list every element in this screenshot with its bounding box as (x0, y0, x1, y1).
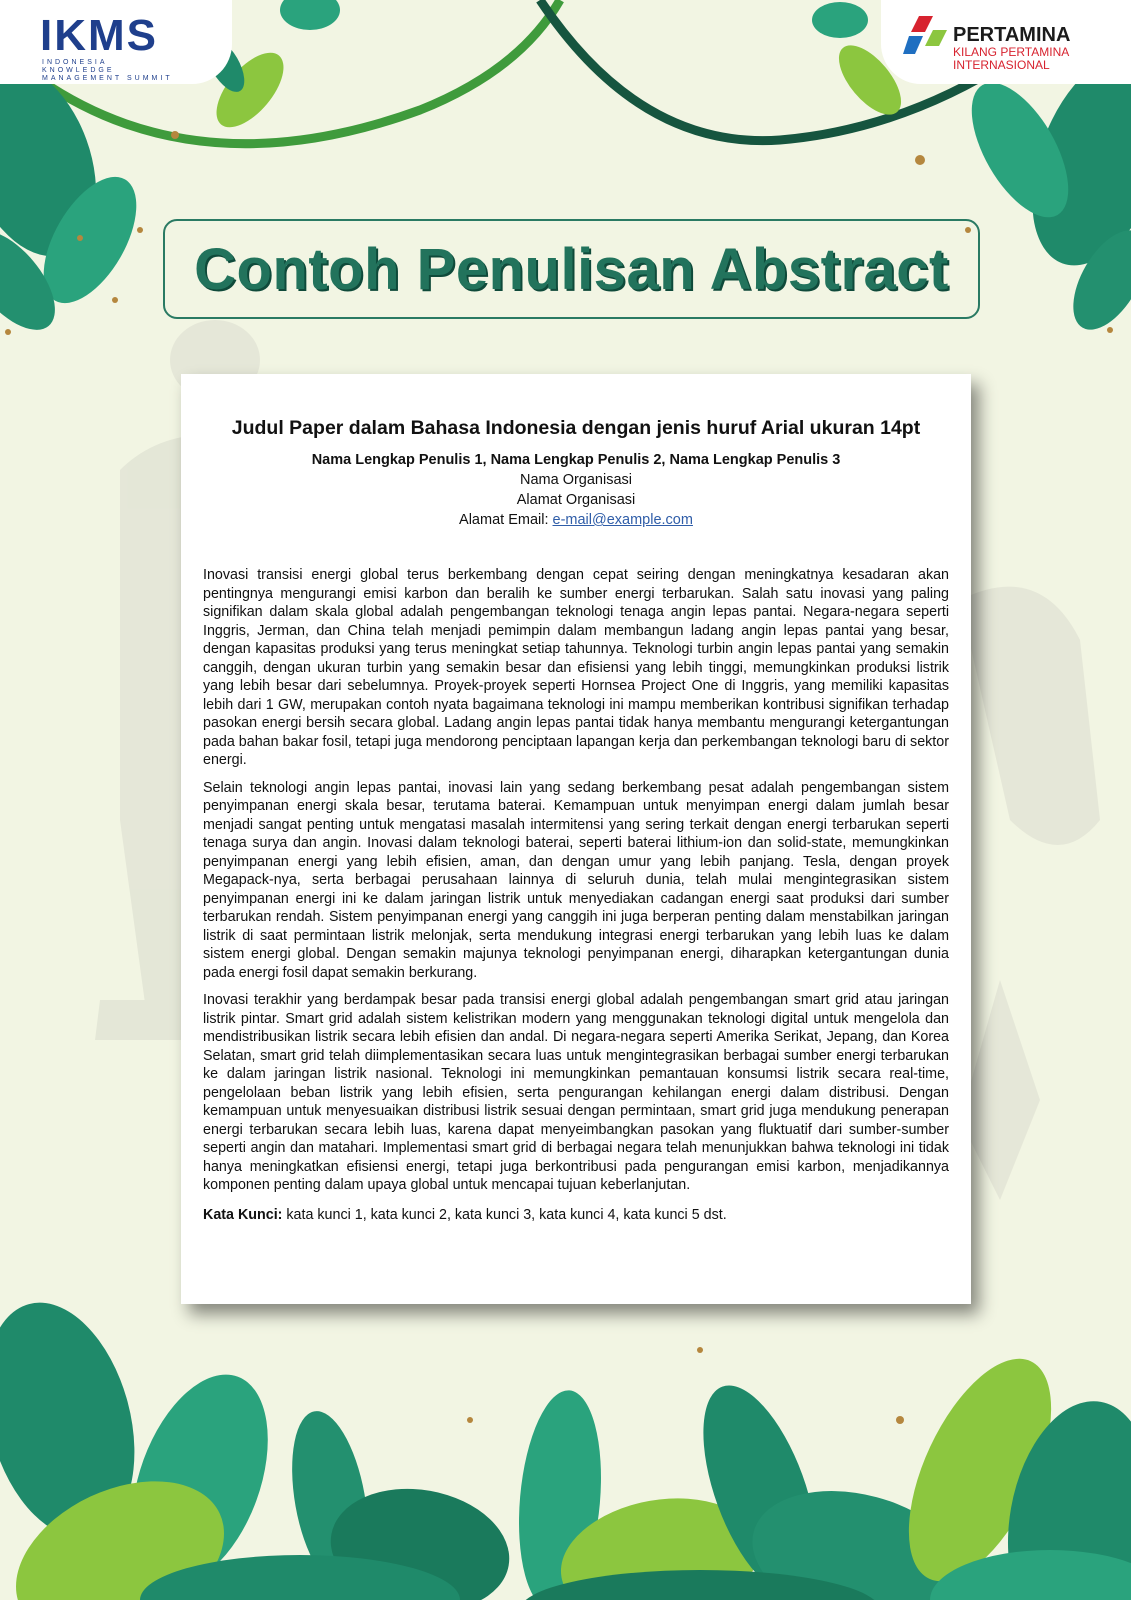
keywords-label: Kata Kunci: (203, 1206, 283, 1223)
pertamina-logo-icon (903, 16, 949, 56)
email-label: Alamat Email: (459, 512, 553, 528)
keywords-list: kata kunci 1, kata kunci 2, kata kunci 3, kata kunci 4, kata kunci 5 dst. (282, 1206, 727, 1223)
ikms-logo-subtitle: INDONESIA KNOWLEDGE MANAGEMENT SUMMIT (42, 59, 173, 82)
paper-title: Judul Paper dalam Bahasa Indonesia dengan jenis huruf Arial ukuran 14pt (231, 417, 921, 439)
banner-title: Contoh Penulisan Abstract (194, 236, 949, 302)
keywords-line (203, 1206, 949, 1225)
pertamina-subtitle-line1: KILANG PERTAMINA (953, 45, 1070, 59)
abstract-paper-sheet (181, 374, 971, 1304)
paper-address: Alamat Organisasi (516, 492, 636, 508)
pertamina-subtitle-line2: INTERNASIONAL (953, 58, 1050, 72)
abstract-paragraph-2: Selain teknologi angin lepas pantai, inovasi lain yang sedang berkembang pesat adalah pengembangan sistem penyimpanan energi skala besar, terutama baterai. Kemampuan untuk menyimpan energi dalam jumlah besar menjadi sangat penting untuk mengatasi masalah intermitensi yang sering terkait dengan energi terbarukan seperti tenaga surya dan angin. Inovasi dalam teknologi baterai, seperti baterai lithium-ion dan solid-state, memungkinkan penyimpanan energi yang lebih efisien, aman, dan dengan umur yang lebih panjang. Tesla, dengan proyek Megapack-nya, serta berbagai perusahaan lainnya di seluruh dunia, telah mulai mengintegrasikan sistem penyimpanan energi ini ke dalam jaringan listrik untuk menyediakan cadangan energi saat produksi dari sumber terbarukan rendah. Sistem penyimpanan energi yang canggih ini juga berperan penting dalam menstabilkan jaringan listrik di saat permintaan listrik melonjak, serta mendukung integrasi energi terbarukan yang lebih luas ke dalam sistem energi global. Dengan semakin majunya teknologi penyimpanan energi, diharapkan ketergantungan dunia pada energi fosil dapat semakin berkurang. (203, 779, 949, 981)
paper-organization: Nama Organisasi (519, 472, 632, 488)
ikms-logo-mark: IKMS (40, 11, 158, 60)
abstract-paragraph-3: Inovasi terakhir yang berdampak besar pada transisi energi global adalah pengembangan smart grid atau jaringan listrik pintar. Smart grid adalah sistem kelistrikan modern yang menggunakan teknologi digital untuk mengelola dan mendistribusikan listrik secara lebih efisien dan andal. Di negara-negara seperti Amerika Serikat, Jepang, dan Korea Selatan, smart grid telah diimplementasikan secara luas untuk mengintegrasikan berbagai sumber energi terbarukan ke dalam jaringan listrik nasional. Teknologi ini memungkinkan pemantauan konsumsi listrik secara real-time, pengelolaan beban listrik yang lebih efisien, serta pengurangan kehilangan energi dalam distribusi. Dengan kemampuan untuk menyesuaikan distribusi listrik sesuai dengan permintaan, smart grid juga mendukung penerapan energi terbarukan secara lebih luas, karena dapat menyeimbangkan pasokan yang fluktuatif dari sumber-sumber seperti angin dan matahari. Implementasi smart grid di berbagai negara telah menunjukkan bahwa teknologi ini tidak hanya meningkatkan efisiensi energi, tetapi juga berkontribusi pada pengurangan emisi karbon, menjadikannya komponen penting dalam upaya global untuk mencapai tujuan keberlanjutan. (203, 992, 949, 1193)
leaves-bottom-icon (0, 1286, 1131, 1600)
pertamina-subtitle (953, 46, 1123, 72)
title-banner (163, 219, 980, 319)
paper-email-line (203, 510, 949, 530)
email-link[interactable]: e-mail@example.com (552, 512, 693, 528)
ikms-logo (0, 0, 232, 84)
paper-authors: Nama Lengkap Penulis 1, Nama Lengkap Penulis 2, Nama Lengkap Penulis 3 (311, 452, 841, 468)
pertamina-name: PERTAMINA (953, 24, 1071, 46)
abstract-paragraph-1: Inovasi transisi energi global terus berkembang dengan cepat seiring dengan meningkatnya kesadaran akan pentingnya mengurangi emisi karbon dan beralih ke sumber energi terbarukan. Salah satu inovasi yang paling signifikan dalam skala global adalah pengembangan teknologi tenaga angin lepas pantai. Negara-negara seperti Inggris, Jerman, dan China telah menjadi pemimpin dalam membangun ladang angin lepas pantai yang besar, dengan kapasitas produksi yang terus meningkat setiap tahunnya. Teknologi turbin angin lepas pantai yang semakin canggih, dengan ukuran turbin yang semakin besar dan efisiensi yang lebih tinggi, memungkinkan produksi listrik yang lebih besar dari sebelumnya. Proyek-proyek seperti Hornsea Project One di Inggris, yang memiliki kapasitas lebih dari 1 GW, merupakan contoh nyata bagaimana teknologi ini mampu memberikan kontribusi signifikan terhadap pasokan energi bersih secara global. Ladang angin lepas pantai tidak hanya membantu mengurangi ketergantungan pada bahan bakar fosil, tetapi juga mendorong penciptaan lapangan kerja dan perkembangan teknologi baru di sektor energi. (203, 567, 949, 768)
pertamina-logo (881, 0, 1131, 84)
